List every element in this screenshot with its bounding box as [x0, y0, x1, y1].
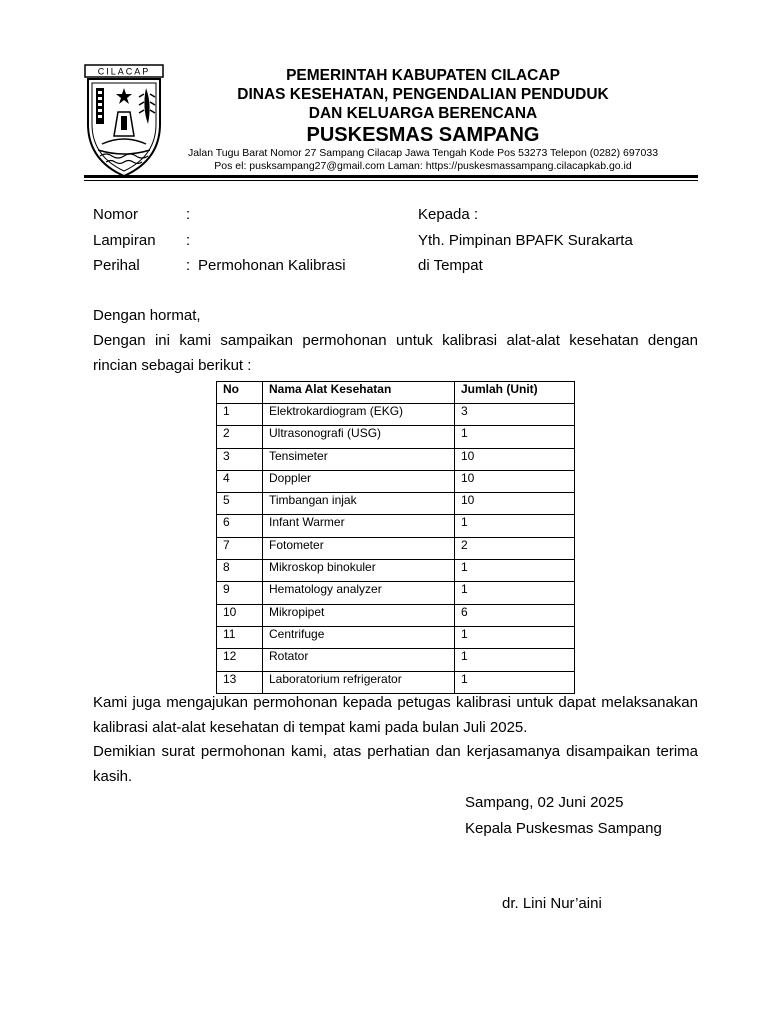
table-row	[217, 604, 575, 626]
cell-qty: 6	[455, 604, 575, 626]
colon: :	[186, 206, 191, 223]
letterhead-agency-cont: DAN KELUARGA BERENCANA	[308, 105, 538, 122]
perihal-value: Permohonan Kalibrasi	[198, 257, 346, 274]
table-row	[217, 448, 575, 470]
cell-name: Tensimeter	[263, 448, 455, 470]
header-name: Nama Alat Kesehatan	[263, 382, 455, 404]
cell-name: Fotometer	[263, 537, 455, 559]
cell-no: 1	[217, 404, 263, 426]
header-no: No	[217, 382, 263, 404]
cell-qty: 1	[455, 671, 575, 693]
intro-paragraph: Dengan ini kami sampaikan permohonan untuk kalibrasi alat-alat kesehatan dengan rincian sebagai berikut :	[93, 332, 698, 374]
table-row	[217, 560, 575, 582]
cell-name: Mikropipet	[263, 604, 455, 626]
recipient-place: di Tempat	[418, 257, 483, 274]
cell-no: 13	[217, 671, 263, 693]
letterhead	[160, 66, 686, 172]
cell-qty: 1	[455, 582, 575, 604]
cell-no: 5	[217, 493, 263, 515]
equipment-table	[216, 381, 575, 694]
letter-meta	[93, 202, 346, 279]
table-header-row	[217, 382, 575, 404]
meta-row-nomor	[93, 202, 346, 228]
greeting: Dengan hormat,	[93, 307, 201, 324]
cell-no: 9	[217, 582, 263, 604]
cell-name: Centrifuge	[263, 626, 455, 648]
cell-name: Infant Warmer	[263, 515, 455, 537]
recipient-name: Yth. Pimpinan BPAFK Surakarta	[418, 231, 633, 249]
cell-no: 2	[217, 426, 263, 448]
cell-name: Mikroskop binokuler	[263, 560, 455, 582]
table-row	[217, 404, 575, 426]
logo-caption: CILACAP	[97, 66, 151, 77]
nomor-label: Nomor	[93, 206, 139, 223]
cell-no: 6	[217, 515, 263, 537]
meta-row-perihal	[93, 253, 346, 279]
cell-name: Ultrasonografi (USG)	[263, 426, 455, 448]
cell-name: Doppler	[263, 470, 455, 492]
letterhead-divider-thick	[84, 175, 698, 178]
table-row	[217, 582, 575, 604]
signature-place-date: Sampang, 02 Juni 2025	[465, 794, 624, 811]
cell-qty: 1	[455, 560, 575, 582]
colon: :	[186, 257, 191, 274]
cell-name: Hematology analyzer	[263, 582, 455, 604]
colon: :	[186, 231, 191, 249]
table-row	[217, 626, 575, 648]
letterhead-contact: Pos el: pusksampang27@gmail.com Laman: https://puskesmassampang.cilacapkab.go.id	[214, 159, 632, 172]
recipient-block	[418, 202, 633, 279]
table-row	[217, 426, 575, 448]
header-qty: Jumlah (Unit)	[455, 382, 575, 404]
letterhead-institution: PUSKESMAS SAMPANG	[306, 124, 540, 146]
cell-no: 11	[217, 626, 263, 648]
cell-no: 7	[217, 537, 263, 559]
cell-name: Laboratorium refrigerator	[263, 671, 455, 693]
table-row	[217, 493, 575, 515]
recipient-kepada: Kepada :	[418, 206, 479, 223]
cell-qty: 1	[455, 626, 575, 648]
signature-title: Kepala Puskesmas Sampang	[465, 820, 662, 837]
lampiran-label: Lampiran	[93, 231, 156, 249]
cell-qty: 2	[455, 537, 575, 559]
table-body	[217, 404, 575, 694]
letterhead-government: PEMERINTAH KABUPATEN CILACAP	[286, 67, 560, 84]
cell-qty: 1	[455, 649, 575, 671]
cell-no: 12	[217, 649, 263, 671]
closing-paragraph-2: Demikian surat permohonan kami, atas perhatian dan kerjasamanya disampaikan terima kasih.	[93, 743, 698, 785]
cell-name: Elektrokardiogram (EKG)	[263, 404, 455, 426]
cell-qty: 1	[455, 426, 575, 448]
cell-qty: 1	[455, 515, 575, 537]
letterhead-agency: DINAS KESEHATAN, PENGENDALIAN PENDUDUK	[237, 86, 609, 103]
signature-name: dr. Lini Nur’aini	[502, 895, 602, 912]
table-row	[217, 649, 575, 671]
cell-name: Timbangan injak	[263, 493, 455, 515]
cell-qty: 10	[455, 470, 575, 492]
cell-qty: 10	[455, 493, 575, 515]
cell-no: 3	[217, 448, 263, 470]
table-row	[217, 515, 575, 537]
meta-row-lampiran	[93, 228, 346, 254]
perihal-label: Perihal	[93, 257, 140, 274]
cell-qty: 3	[455, 404, 575, 426]
letterhead-address: Jalan Tugu Barat Nomor 27 Sampang Cilacap Jawa Tengah Kode Pos 53273 Telepon (0282) 697033	[187, 147, 659, 159]
table-row	[217, 537, 575, 559]
cilacap-coat-of-arms-logo	[84, 64, 164, 178]
cell-no: 4	[217, 470, 263, 492]
cell-no: 10	[217, 604, 263, 626]
cell-qty: 10	[455, 448, 575, 470]
letterhead-divider-thin	[84, 180, 698, 181]
closing-paragraph-1: Kami juga mengajukan permohonan kepada petugas kalibrasi untuk dapat melaksanakan kalibrasi alat-alat kesehatan di tempat kami pada bulan Juli 2025.	[93, 694, 698, 736]
cell-no: 8	[217, 560, 263, 582]
cell-name: Rotator	[263, 649, 455, 671]
table-row	[217, 470, 575, 492]
